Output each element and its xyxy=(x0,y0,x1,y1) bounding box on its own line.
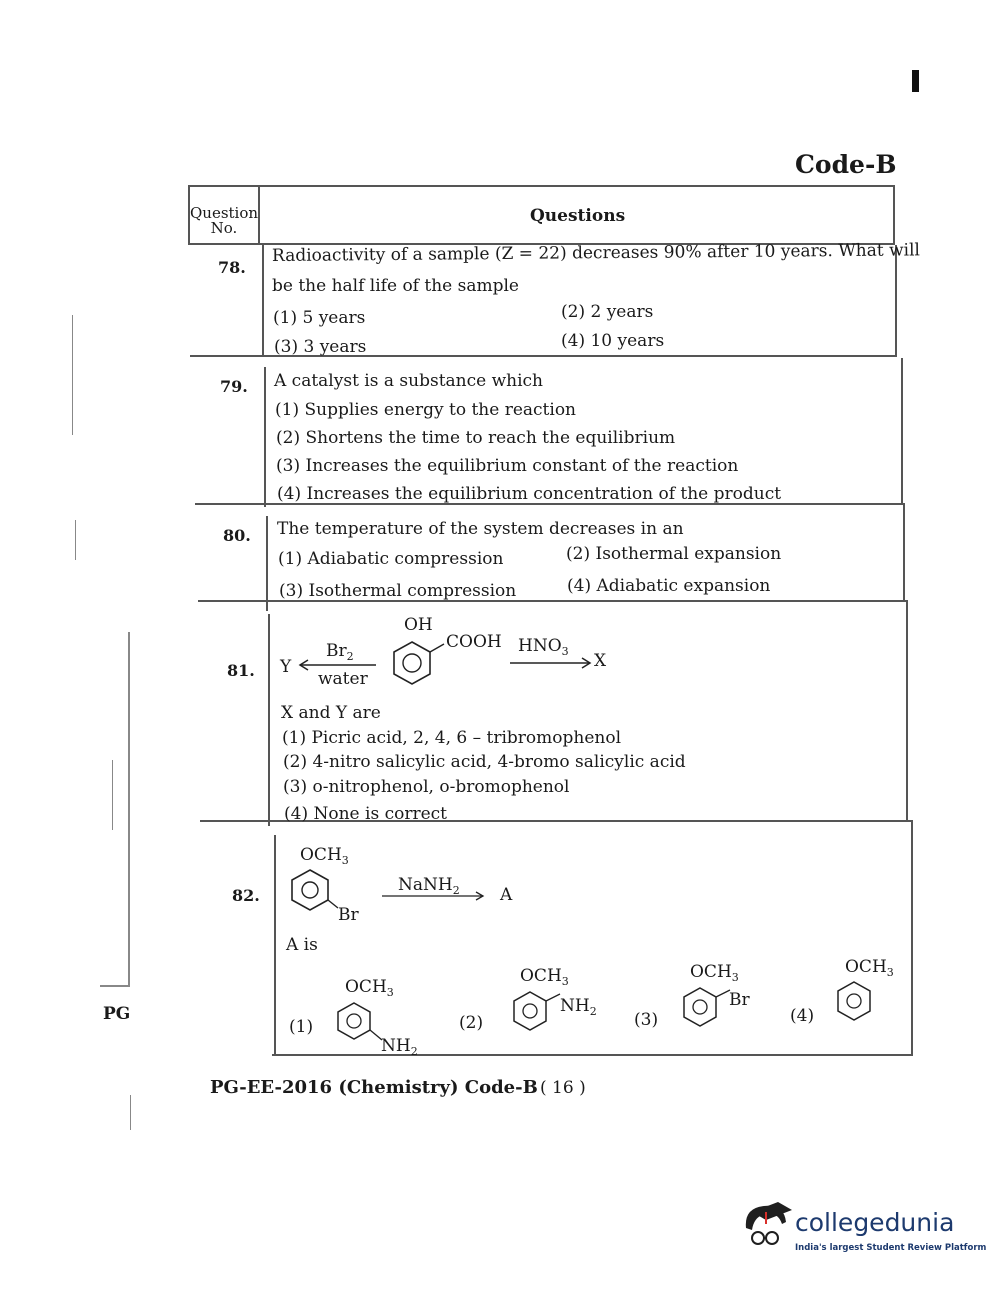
methoxy-group: $OCH_3$ xyxy=(520,966,569,988)
question-text: X and Y are xyxy=(281,703,381,723)
brand-name: collegedunia xyxy=(795,1208,955,1237)
product-a: A xyxy=(500,885,513,905)
product-x: X xyxy=(594,651,607,671)
table-right-border xyxy=(895,245,897,355)
scan-line xyxy=(112,760,113,830)
question-number: 82. xyxy=(232,886,260,905)
methoxy-group: $OCH_3$ xyxy=(345,977,394,999)
page-mark xyxy=(912,70,919,92)
scan-line xyxy=(100,985,130,987)
col-divider xyxy=(274,835,276,1055)
option-4: (4) 10 years xyxy=(561,331,665,351)
table-top-border xyxy=(188,185,894,187)
table-bottom-border xyxy=(272,1054,913,1056)
option-2: (2) Shortens the time to reach the equilibrium xyxy=(276,428,676,448)
col-divider xyxy=(264,367,266,507)
option-4: (4) Adiabatic expansion xyxy=(567,576,771,596)
methoxy-group: $OCH_3$ xyxy=(845,957,894,979)
bromo-group: Br xyxy=(729,990,750,1010)
methoxy-group: $OCH_3$ xyxy=(300,845,349,867)
question-number: 79. xyxy=(220,377,248,396)
amino-group: $NH_2$ xyxy=(560,996,597,1018)
option-2: (2) Isothermal expansion xyxy=(566,544,782,564)
table-right-border xyxy=(893,185,895,245)
reagent-bromine: $Br_2$ xyxy=(326,641,354,663)
question-text: The temperature of the system decreases in an xyxy=(277,519,684,539)
table-right-border xyxy=(911,820,913,1056)
col-divider xyxy=(268,614,270,826)
option-1: (1) Picric acid, 2, 4, 6 – tribromophenol xyxy=(282,728,622,748)
option-4-label: (4) xyxy=(790,1006,815,1026)
arrow-left xyxy=(298,658,378,672)
brand-tagline: India's largest Student Review Platform xyxy=(795,1243,987,1253)
col-header-questions: Questions xyxy=(530,206,626,226)
option-1: (1) 5 years xyxy=(273,308,366,328)
footer-title: PG-EE-2016 (Chemistry) Code-B xyxy=(210,1077,538,1098)
option-3: (3) 3 years xyxy=(274,337,367,357)
scan-line xyxy=(75,520,76,560)
reagent-water: water xyxy=(318,669,368,689)
option-3: (3) Increases the equilibrium constant of the reaction xyxy=(276,456,739,476)
col-divider xyxy=(266,516,268,611)
benzene-ring-icon xyxy=(830,978,880,1028)
col-header-question-no: Question No. xyxy=(190,204,259,237)
option-4: (4) None is correct xyxy=(284,804,447,824)
question-text: A is xyxy=(286,935,318,955)
carboxyl-group: COOH xyxy=(446,632,502,652)
side-label: PG xyxy=(103,1004,131,1024)
col-divider xyxy=(262,245,264,355)
scan-line xyxy=(128,632,130,987)
benzene-ring-icon xyxy=(506,988,568,1038)
mascot-logo-icon xyxy=(738,1198,796,1256)
option-4: (4) Increases the equilibrium concentration of the product xyxy=(277,484,782,504)
option-2: (2) 2 years xyxy=(561,302,654,322)
bromo-group: Br xyxy=(338,905,359,925)
arrow-right xyxy=(380,889,486,903)
table-right-border xyxy=(901,358,903,503)
question-text: Radioactivity of a sample (Z = 22) decreases 90% after 10 years. What will xyxy=(271,240,921,266)
benzene-ring-icon xyxy=(286,866,346,916)
benzene-ring-icon xyxy=(388,636,448,692)
question-text: A catalyst is a substance which xyxy=(274,371,543,391)
scan-line xyxy=(130,1095,131,1130)
methoxy-group: $OCH_3$ xyxy=(690,962,739,984)
code-label: Code-B xyxy=(795,150,897,179)
option-3: (3) Isothermal compression xyxy=(279,581,517,601)
table-right-border xyxy=(906,600,908,820)
option-1: (1) Adiabatic compression xyxy=(278,549,504,569)
question-number: 80. xyxy=(223,526,251,545)
question-number: 81. xyxy=(227,661,255,680)
page-number: ( 16 ) xyxy=(540,1078,586,1098)
reagent-sodamide: NaNH$_2$ xyxy=(398,875,460,897)
scan-line xyxy=(72,315,73,435)
question-number: 78. xyxy=(218,258,246,277)
table-right-border xyxy=(903,503,905,600)
amino-group: $NH_2$ xyxy=(381,1036,418,1058)
option-2: (2) 4-nitro salicylic acid, 4-bromo salicylic acid xyxy=(283,752,686,772)
col-divider xyxy=(258,185,260,245)
option-1-label: (1) xyxy=(289,1017,314,1037)
option-3-label: (3) xyxy=(634,1010,659,1030)
option-1: (1) Supplies energy to the reaction xyxy=(275,400,577,420)
option-3: (3) o-nitrophenol, o-bromophenol xyxy=(283,777,570,797)
question-text: be the half life of the sample xyxy=(272,276,519,296)
reagent-nitric-acid: $HNO_3$ xyxy=(518,636,569,658)
hydroxyl-group: OH xyxy=(404,615,433,635)
product-y: Y xyxy=(280,657,292,677)
option-2-label: (2) xyxy=(459,1013,484,1033)
arrow-right xyxy=(508,656,592,670)
